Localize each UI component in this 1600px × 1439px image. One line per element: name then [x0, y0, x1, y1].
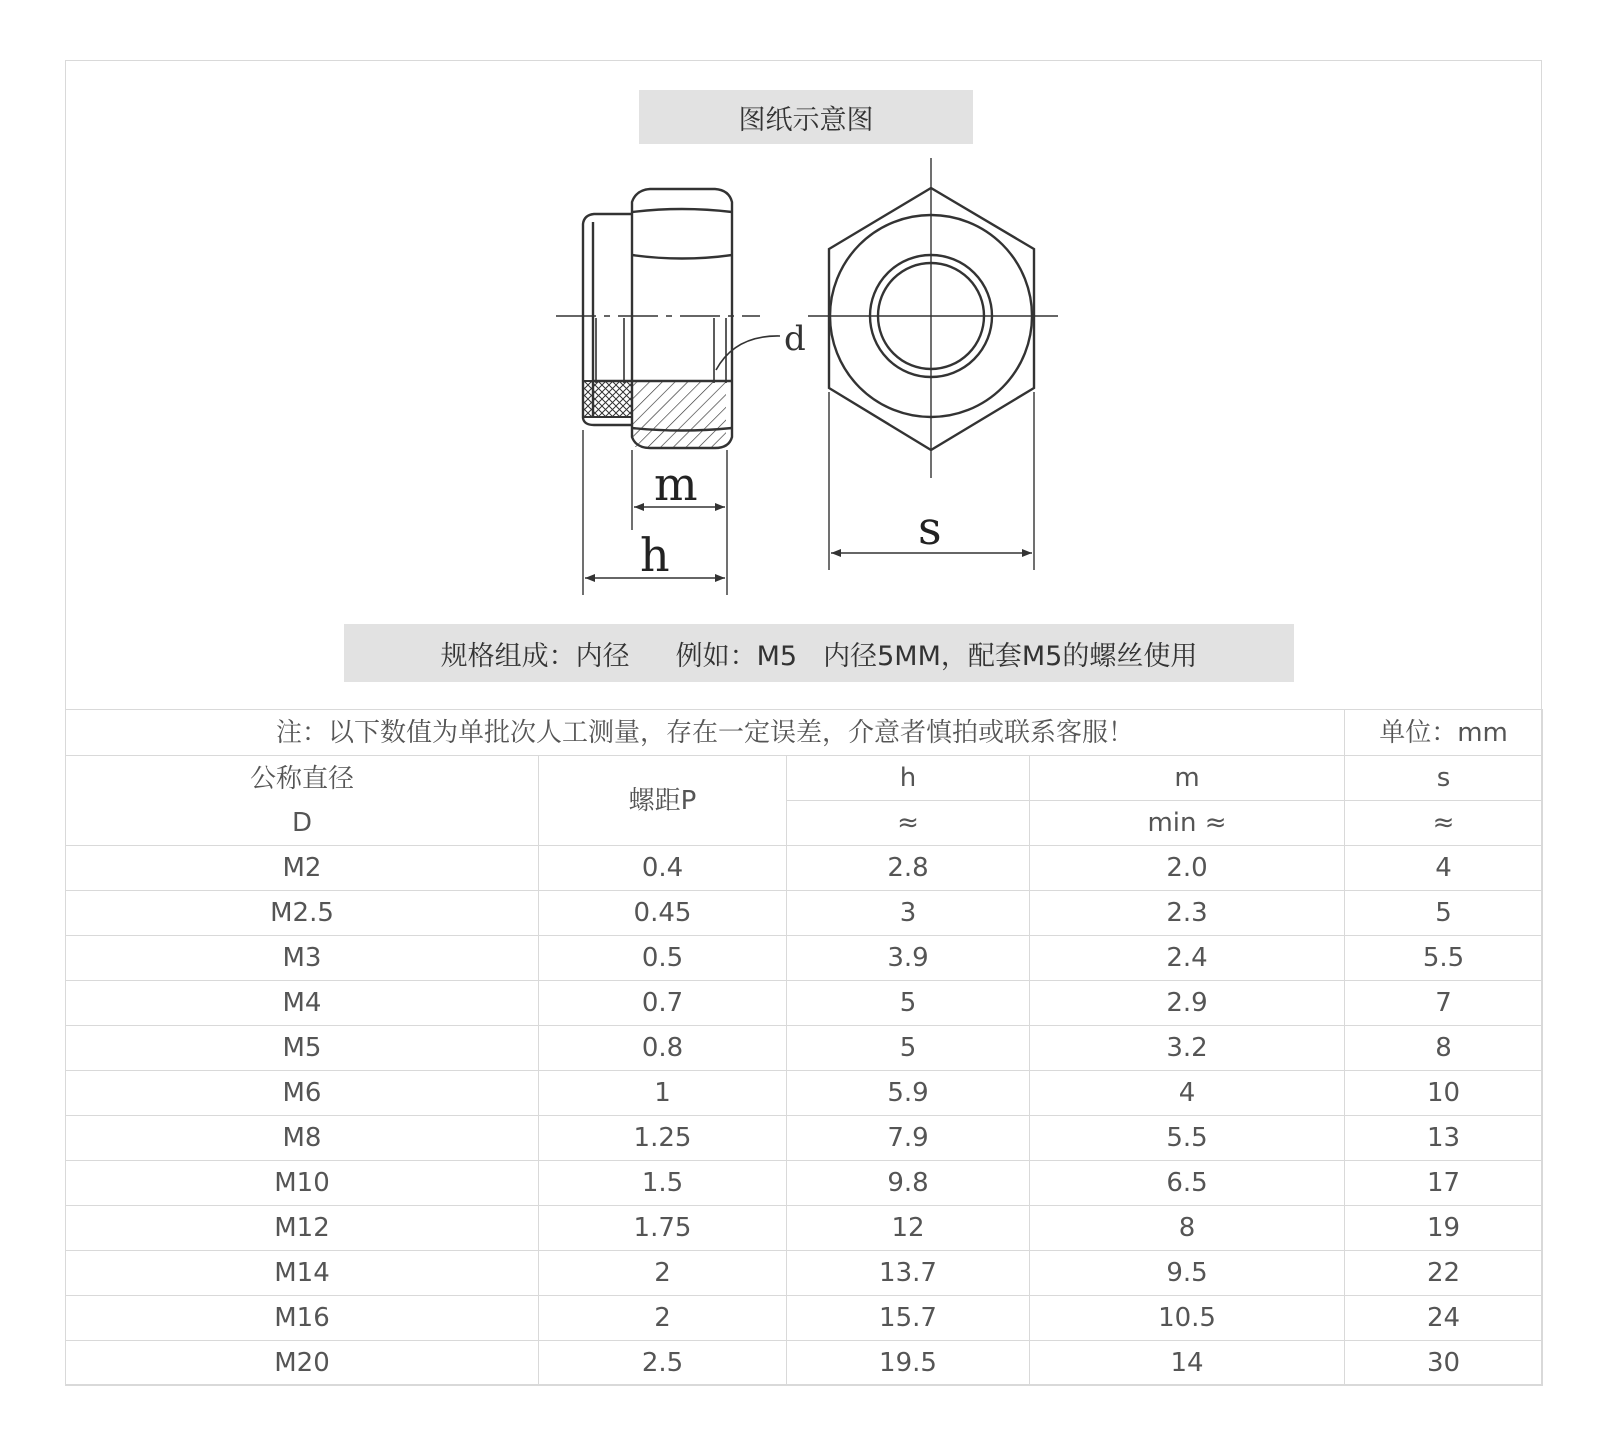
- cell-size: M3: [66, 936, 539, 981]
- cell-size: M6: [66, 1071, 539, 1116]
- cell-h: 5: [787, 981, 1030, 1026]
- nut-technical-drawing: [0, 0, 1600, 620]
- cell-h: 5.9: [787, 1071, 1030, 1116]
- cell-m: 2.0: [1030, 846, 1345, 891]
- cell-size: M8: [66, 1116, 539, 1161]
- table-row: [66, 1341, 1543, 1386]
- cell-pitch: 1.75: [539, 1206, 787, 1251]
- cell-m: 2.3: [1030, 891, 1345, 936]
- cell-m: 4: [1030, 1071, 1345, 1116]
- cell-size: M16: [66, 1296, 539, 1341]
- cell-h: 2.8: [787, 846, 1030, 891]
- header-m: m: [1030, 756, 1345, 801]
- table-row: [66, 1251, 1543, 1296]
- table-row: [66, 1116, 1543, 1161]
- cell-s: 24: [1345, 1296, 1543, 1341]
- drawing-title: 图纸示意图: [738, 104, 874, 136]
- cell-size: M12: [66, 1206, 539, 1251]
- table-row: [66, 891, 1543, 936]
- cell-h: 7.9: [787, 1116, 1030, 1161]
- note-row: [66, 710, 1543, 756]
- cell-pitch: 0.8: [539, 1026, 787, 1071]
- cell-pitch: 2.5: [539, 1341, 787, 1386]
- table-row: [66, 1296, 1543, 1341]
- cell-m: 6.5: [1030, 1161, 1345, 1206]
- cell-s: 5: [1345, 891, 1543, 936]
- table-row: [66, 846, 1543, 891]
- cell-m: 14: [1030, 1341, 1345, 1386]
- cell-m: 5.5: [1030, 1116, 1345, 1161]
- cell-h: 9.8: [787, 1161, 1030, 1206]
- header-s-sub: ≈: [1345, 801, 1543, 846]
- cell-size: M20: [66, 1341, 539, 1386]
- cell-size: M14: [66, 1251, 539, 1296]
- cell-pitch: 0.7: [539, 981, 787, 1026]
- header-m-sub: min ≈: [1030, 801, 1345, 846]
- cell-s: 7: [1345, 981, 1543, 1026]
- header-row-1: [66, 756, 1543, 801]
- cell-m: 2.4: [1030, 936, 1345, 981]
- cell-pitch: 2: [539, 1251, 787, 1296]
- label-d: d: [784, 319, 806, 359]
- note-text: 注：以下数值为单批次人工测量，存在一定误差，介意者慎拍或联系客服！: [66, 710, 1345, 756]
- spec-label: 规格组成：内径: [440, 640, 630, 672]
- cell-size: M4: [66, 981, 539, 1026]
- cell-h: 15.7: [787, 1296, 1030, 1341]
- cell-s: 4: [1345, 846, 1543, 891]
- cell-s: 13: [1345, 1116, 1543, 1161]
- cell-h: 3.9: [787, 936, 1030, 981]
- cell-size: M2.5: [66, 891, 539, 936]
- label-m: m: [654, 457, 698, 511]
- table-row: [66, 1026, 1543, 1071]
- spec-table: [65, 709, 1543, 1386]
- cell-s: 22: [1345, 1251, 1543, 1296]
- cell-size: M2: [66, 846, 539, 891]
- cell-size: M10: [66, 1161, 539, 1206]
- header-d: [66, 756, 539, 846]
- cell-m: 9.5: [1030, 1251, 1345, 1296]
- cell-pitch: 1: [539, 1071, 787, 1116]
- label-h: h: [640, 528, 670, 582]
- cell-m: 8: [1030, 1206, 1345, 1251]
- header-p: 螺距P: [539, 756, 787, 846]
- header-s: s: [1345, 756, 1543, 801]
- cell-pitch: 0.45: [539, 891, 787, 936]
- header-d-line2: D: [291, 807, 313, 838]
- cell-h: 3: [787, 891, 1030, 936]
- cell-s: 10: [1345, 1071, 1543, 1116]
- cell-pitch: 1.25: [539, 1116, 787, 1161]
- table-row: [66, 1161, 1543, 1206]
- table-row: [66, 1206, 1543, 1251]
- spec-example: 例如：M5: [675, 640, 798, 672]
- cell-s: 5.5: [1345, 936, 1543, 981]
- cell-s: 30: [1345, 1341, 1543, 1386]
- cell-m: 2.9: [1030, 981, 1345, 1026]
- cell-size: M5: [66, 1026, 539, 1071]
- cell-h: 12: [787, 1206, 1030, 1251]
- header-d-line1: 公称直径: [249, 763, 354, 794]
- table-row: [66, 981, 1543, 1026]
- cell-pitch: 0.5: [539, 936, 787, 981]
- label-s: s: [918, 501, 942, 555]
- header-h: h: [787, 756, 1030, 801]
- cell-h: 5: [787, 1026, 1030, 1071]
- spec-banner: [344, 624, 1294, 682]
- cell-m: 10.5: [1030, 1296, 1345, 1341]
- cell-pitch: 0.4: [539, 846, 787, 891]
- table-row: [66, 1071, 1543, 1116]
- unit-text: 单位：mm: [1345, 710, 1543, 756]
- cell-s: 17: [1345, 1161, 1543, 1206]
- cell-h: 13.7: [787, 1251, 1030, 1296]
- spec-explain: 内径5MM，配套M5的螺丝使用: [823, 640, 1198, 672]
- cell-s: 19: [1345, 1206, 1543, 1251]
- cell-h: 19.5: [787, 1341, 1030, 1386]
- cell-s: 8: [1345, 1026, 1543, 1071]
- cell-pitch: 2: [539, 1296, 787, 1341]
- header-h-sub: ≈: [787, 801, 1030, 846]
- cell-pitch: 1.5: [539, 1161, 787, 1206]
- cell-m: 3.2: [1030, 1026, 1345, 1071]
- table-row: [66, 936, 1543, 981]
